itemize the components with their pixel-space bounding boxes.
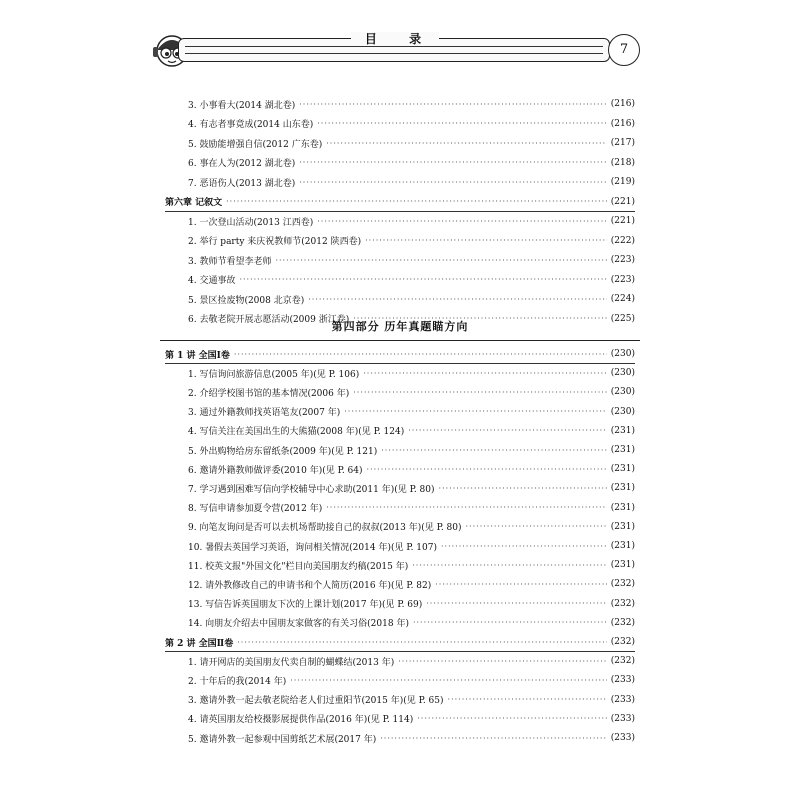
toc-entry-row xyxy=(165,441,635,459)
toc-entry-title: 2. 举行 party 来庆祝教师节(2012 陕西卷) xyxy=(188,237,362,247)
toc-entry-title: 第六章 记叙文 xyxy=(165,198,223,208)
leader-dots xyxy=(448,695,607,704)
toc-page-number: (233) xyxy=(610,713,635,724)
leader-dots xyxy=(239,275,606,284)
toc-page-number: (231) xyxy=(610,541,635,551)
toc-entry-title: 3. 教师节看望李老师 xyxy=(188,256,272,267)
toc-page-number: (222) xyxy=(610,235,635,246)
leader-dots xyxy=(344,407,607,416)
toc-entry-row xyxy=(165,212,635,230)
toc-entry-row xyxy=(165,232,635,250)
toc-entry-row xyxy=(165,710,635,728)
toc-entry-title: 6. 邀请外籍教师做评委(2010 年)(见 P. 64) xyxy=(188,465,363,476)
toc-page-number: (230) xyxy=(610,349,635,359)
toc-page-number: (225) xyxy=(610,313,635,324)
toc-entry-row xyxy=(165,537,635,555)
toc-entry-title: 5. 外出购物给房东留纸条(2009 年)(见 P. 121) xyxy=(188,446,378,457)
leader-dots xyxy=(441,542,607,551)
toc-entry-row xyxy=(165,691,635,709)
leader-dots xyxy=(426,599,607,608)
toc-entry-title: 7. 学习遇到困难写信向学校辅导中心求助(2011 年)(见 P. 80) xyxy=(188,484,435,495)
toc-entry-row xyxy=(165,173,635,191)
toc-page-number: (232) xyxy=(610,617,635,628)
leader-dots xyxy=(365,236,607,245)
toc-entry-title: 2. 介绍学校图书馆的基本情况(2006 年) xyxy=(188,388,350,399)
toc-entry-title: 13. 写信告诉英国朋友下次的上课计划(2017 年)(见 P. 69) xyxy=(188,600,423,611)
toc-page-number: (221) xyxy=(610,196,635,207)
leader-dots xyxy=(234,350,607,359)
toc-entry-row xyxy=(165,271,635,289)
toc-page-number: (230) xyxy=(610,406,635,417)
toc-entry-title: 12. 请外教修改自己的申请书和个人简历(2016 年)(见 P. 82) xyxy=(188,580,432,591)
toc-entry-title: 8. 写信申请参加夏令营(2012 年) xyxy=(188,504,323,515)
toc-entry-row xyxy=(165,575,635,593)
part-title-rule xyxy=(160,340,640,341)
toc-entry-title: 2. 十年后的我(2014 年) xyxy=(188,676,287,687)
toc-entry-row xyxy=(165,518,635,536)
leader-dots xyxy=(466,522,607,531)
toc-page-number: (231) xyxy=(610,560,635,571)
toc-entry-row xyxy=(165,556,635,574)
toc-page-number: (230) xyxy=(610,368,635,379)
toc-entry-row xyxy=(165,251,635,269)
toc-entry-title: 3. 小事看大(2014 湖北卷) xyxy=(188,100,296,111)
leader-dots xyxy=(299,158,607,167)
toc-entry-title: 11. 校英文报"外国文化"栏目向美国朋友约稿(2015 年) xyxy=(188,561,409,572)
header-rail xyxy=(185,46,603,54)
toc-entry-row xyxy=(165,290,635,308)
toc-chapter-row xyxy=(165,633,635,652)
toc-entry-row xyxy=(165,614,635,632)
leader-dots xyxy=(413,618,607,627)
toc-page-number: (231) xyxy=(610,445,635,455)
toc-page-number: (232) xyxy=(610,656,635,667)
toc-entry-row xyxy=(165,671,635,689)
toc-entry-title: 5. 景区捡废物(2008 北京卷) xyxy=(188,295,305,306)
toc-entry-row xyxy=(165,383,635,401)
leader-dots xyxy=(398,657,607,666)
toc-entry-title: 3. 通过外籍教师找英语笔友(2007 年) xyxy=(188,408,341,419)
toc-page-number: (233) xyxy=(610,675,635,686)
toc-page-number: (232) xyxy=(610,637,635,647)
leader-dots xyxy=(290,676,607,685)
toc-page-number: (224) xyxy=(610,294,635,304)
leader-dots xyxy=(381,446,607,455)
toc-entry-title: 6. 事在人为(2012 湖北卷) xyxy=(188,159,296,169)
toc-page-number: (217) xyxy=(610,138,635,148)
page-header xyxy=(150,28,640,72)
leader-dots xyxy=(380,734,607,743)
page-number: 7 xyxy=(608,34,640,66)
toc-page-number: (233) xyxy=(610,694,635,705)
toc-entry-title: 10. 暑假去英国学习英语，询问相关情况(2014 年)(见 P. 107) xyxy=(188,542,437,553)
toc-entry-title: 9. 向笔友询问是否可以去机场帮助接自己的叔叔(2013 年)(见 P. 80) xyxy=(188,523,462,534)
toc-entry-row xyxy=(165,652,635,670)
leader-dots xyxy=(417,714,607,723)
toc-entry-row xyxy=(165,422,635,440)
toc-page-number: (216) xyxy=(610,118,635,129)
toc-page-number: (219) xyxy=(610,177,635,187)
toc-page-number: (231) xyxy=(610,521,635,532)
toc-chapter-row xyxy=(165,193,635,212)
toc-page-number: (230) xyxy=(610,387,635,398)
leader-dots xyxy=(439,484,607,493)
toc-entry-title: 6. 去敬老院开展志愿活动(2009 浙江卷) xyxy=(188,315,350,325)
toc-page-number: (231) xyxy=(610,502,635,513)
leader-dots xyxy=(353,388,607,397)
toc-page-number: (218) xyxy=(610,157,635,168)
leader-dots xyxy=(299,100,607,109)
leader-dots xyxy=(317,119,607,128)
toc-page-number: (231) xyxy=(610,425,635,436)
toc-entry-title: 7. 恶语伤人(2013 湖北卷) xyxy=(188,178,296,189)
toc-entry-row xyxy=(165,154,635,172)
toc-entry-title: 5. 鼓励能增强自信(2012 广东卷) xyxy=(188,139,323,150)
leader-dots xyxy=(326,139,607,148)
toc-entry-row xyxy=(165,729,635,747)
toc-page-number: (231) xyxy=(610,464,635,475)
toc-entry-title: 4. 交通事故 xyxy=(188,276,236,286)
toc-page-number: (233) xyxy=(610,733,635,743)
leader-dots xyxy=(326,503,607,512)
toc-entry-title: 1. 请开网店的美国朋友代卖自制的蝴蝶结(2013 年) xyxy=(188,657,395,668)
toc-page-number: (223) xyxy=(610,274,635,285)
toc-entry-row xyxy=(165,95,635,113)
leader-dots xyxy=(275,256,606,265)
toc-entry-row xyxy=(165,460,635,478)
leader-dots xyxy=(317,217,607,226)
toc-entry-title: 第 1 讲 全国Ⅰ卷 xyxy=(165,350,230,361)
leader-dots xyxy=(435,580,607,589)
toc-page-number: (232) xyxy=(610,598,635,609)
toc-entry-title: 4. 请英国朋友给校摄影展提供作品(2016 年)(见 P. 114) xyxy=(188,715,414,726)
page-title: 目 录 xyxy=(150,30,640,47)
part-title: 第四部分 历年真题瞄方向 xyxy=(331,320,469,333)
leader-dots xyxy=(237,638,607,647)
leader-dots xyxy=(226,197,607,206)
toc-entry-row xyxy=(165,364,635,382)
leader-dots xyxy=(299,178,607,187)
toc-entry-title: 4. 有志者事竟成(2014 山东卷) xyxy=(188,120,314,130)
toc-page-number: (232) xyxy=(610,579,635,590)
toc-entry-title: 1. 写信询问旅游信息(2005 年)(见 P. 106) xyxy=(188,369,360,380)
toc-page-number: (216) xyxy=(610,99,635,109)
toc-entry-title: 1. 一次登山活动(2013 江西卷) xyxy=(188,217,314,228)
toc-entry-title: 第 2 讲 全国Ⅱ卷 xyxy=(165,638,234,649)
toc-page-number: (221) xyxy=(610,216,635,226)
toc-entry-row xyxy=(165,499,635,517)
toc-entry-title: 4. 写信关注在美国出生的大熊猫(2008 年)(见 P. 124) xyxy=(188,427,405,438)
leader-dots xyxy=(367,465,607,474)
toc-entry-title: 3. 邀请外教一起去敬老院给老人们过重阳节(2015 年)(见 P. 65) xyxy=(188,696,444,707)
leader-dots xyxy=(363,369,607,378)
toc-entry-row xyxy=(165,479,635,497)
toc-page-number: (231) xyxy=(610,483,635,494)
toc-chapter-row xyxy=(165,345,635,364)
leader-dots xyxy=(408,426,607,435)
toc-entry-row xyxy=(165,134,635,152)
leader-dots xyxy=(412,561,607,570)
toc-page-number: (223) xyxy=(610,255,635,265)
toc-entry-title: 5. 邀请外教一起参观中国剪纸艺术展(2017 年) xyxy=(188,734,377,745)
leader-dots xyxy=(308,295,607,304)
toc-entry-row xyxy=(165,595,635,613)
toc-entry-row xyxy=(165,115,635,133)
toc-entry-title: 14. 向朋友介绍去中国朋友家做客的有关习俗(2018 年) xyxy=(188,619,409,630)
toc-entry-row xyxy=(165,403,635,421)
